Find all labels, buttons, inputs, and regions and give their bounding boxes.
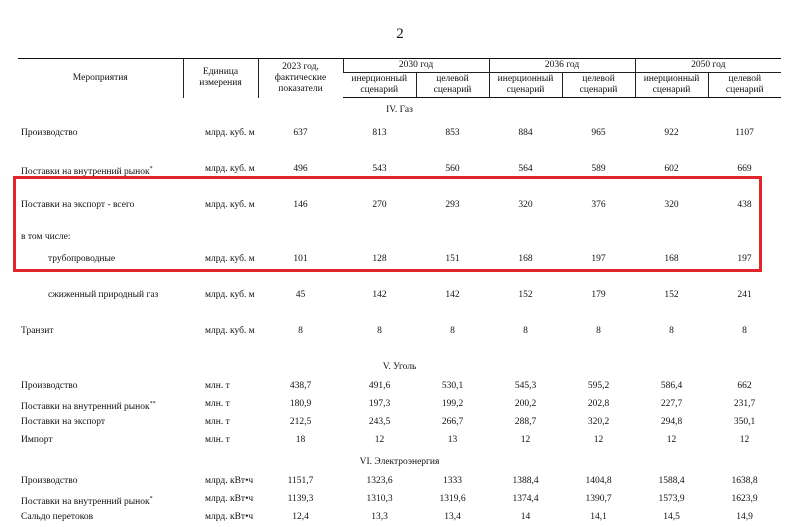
value-cell: 197,3 <box>343 396 416 414</box>
value-cell: 1151,7 <box>258 473 343 491</box>
row-label-including: в том числе: <box>18 229 183 247</box>
value-cell: 602 <box>635 157 708 193</box>
value-cell: 320 <box>635 193 708 229</box>
row-label <box>18 121 183 157</box>
value-cell: 595,2 <box>562 378 635 396</box>
value-cell: 438,7 <box>258 378 343 396</box>
unit-cell: млрд. кВт•ч <box>183 509 258 527</box>
page-number: 2 <box>0 26 800 43</box>
value-cell: 152 <box>635 283 708 319</box>
unit-cell: млрд. куб. м <box>183 157 258 193</box>
value-cell: 1388,4 <box>489 473 562 491</box>
row-label-text: Поставки на экспорт - всего <box>21 200 134 210</box>
value-cell: 1319,6 <box>416 491 489 509</box>
row-label <box>18 396 183 414</box>
unit-cell: млрд. кВт•ч <box>183 491 258 509</box>
value-cell: 1333 <box>416 473 489 491</box>
value-cell: 589 <box>562 157 635 193</box>
value-cell: 8 <box>258 319 343 355</box>
unit-cell: млн. т <box>183 414 258 432</box>
value-cell: 543 <box>343 157 416 193</box>
header-scenario-inertial: инерционный сценарий <box>343 73 416 98</box>
unit-cell: млрд. куб. м <box>183 283 258 319</box>
footnote-mark: ** <box>150 401 156 407</box>
value-cell: 45 <box>258 283 343 319</box>
value-cell: 8 <box>708 319 781 355</box>
value-cell: 14 <box>489 509 562 527</box>
value-cell: 1107 <box>708 121 781 157</box>
value-cell: 12,4 <box>258 509 343 527</box>
value-cell: 243,5 <box>343 414 416 432</box>
table-row <box>18 509 781 527</box>
value-cell: 586,4 <box>635 378 708 396</box>
value-cell: 1588,4 <box>635 473 708 491</box>
value-cell: 813 <box>343 121 416 157</box>
value-cell: 146 <box>258 193 343 229</box>
value-cell: 270 <box>343 193 416 229</box>
value-cell: 8 <box>416 319 489 355</box>
value-cell: 142 <box>416 283 489 319</box>
forecast-table <box>18 58 781 527</box>
section-title-gas: IV. Газ <box>18 98 781 122</box>
row-label-text: Поставки на внутренний рынок <box>21 402 150 412</box>
value-cell: 1390,7 <box>562 491 635 509</box>
row-label <box>18 378 183 396</box>
header-scenario-inertial: инерционный сценарий <box>489 73 562 98</box>
value-cell: 199,2 <box>416 396 489 414</box>
value-cell: 14,9 <box>708 509 781 527</box>
unit-cell: млрд. кВт•ч <box>183 473 258 491</box>
table-row <box>18 121 781 157</box>
value-cell: 294,8 <box>635 414 708 432</box>
row-label-text: Поставки на внутренний рынок <box>21 167 150 177</box>
value-cell: 12 <box>489 432 562 450</box>
unit-cell: млн. т <box>183 432 258 450</box>
value-cell: 128 <box>343 247 416 283</box>
table-row <box>18 414 781 432</box>
row-label-text: Импорт <box>21 435 52 445</box>
value-cell: 12 <box>635 432 708 450</box>
value-cell: 288,7 <box>489 414 562 432</box>
value-cell: 8 <box>343 319 416 355</box>
header-year-2030: 2030 год <box>343 59 489 73</box>
value-cell: 13,3 <box>343 509 416 527</box>
value-cell: 227,7 <box>635 396 708 414</box>
row-label <box>18 319 183 355</box>
value-cell: 545,3 <box>489 378 562 396</box>
value-cell: 1323,6 <box>343 473 416 491</box>
unit-cell: млрд. куб. м <box>183 319 258 355</box>
table-body <box>18 98 781 527</box>
value-cell: 13,4 <box>416 509 489 527</box>
row-label <box>18 414 183 432</box>
value-cell: 8 <box>489 319 562 355</box>
value-cell: 438 <box>708 193 781 229</box>
footnote-mark: * <box>150 496 153 502</box>
table-row <box>18 319 781 355</box>
value-cell: 266,7 <box>416 414 489 432</box>
header-scenario-inertial: инерционный сценарий <box>635 73 708 98</box>
header-2023: 2023 год, фактические показатели <box>258 59 343 98</box>
value-cell: 212,5 <box>258 414 343 432</box>
value-cell: 637 <box>258 121 343 157</box>
value-cell: 12 <box>708 432 781 450</box>
value-cell: 1404,8 <box>562 473 635 491</box>
value-cell: 202,8 <box>562 396 635 414</box>
value-cell: 669 <box>708 157 781 193</box>
row-label-text: Производство <box>21 128 77 138</box>
row-label-text: трубопроводные <box>48 254 115 264</box>
unit-cell: млрд. куб. м <box>183 247 258 283</box>
value-cell: 142 <box>343 283 416 319</box>
value-cell: 200,2 <box>489 396 562 414</box>
header-year-2050: 2050 год <box>635 59 781 73</box>
value-cell: 151 <box>416 247 489 283</box>
value-cell: 152 <box>489 283 562 319</box>
row-label-text: Производство <box>21 381 77 391</box>
value-cell: 1573,9 <box>635 491 708 509</box>
value-cell: 8 <box>635 319 708 355</box>
value-cell: 376 <box>562 193 635 229</box>
unit-cell: млрд. куб. м <box>183 121 258 157</box>
value-cell: 12 <box>562 432 635 450</box>
value-cell: 1638,8 <box>708 473 781 491</box>
value-cell: 965 <box>562 121 635 157</box>
value-cell: 197 <box>562 247 635 283</box>
table-row <box>18 283 781 319</box>
value-cell: 496 <box>258 157 343 193</box>
row-label-text: сжиженный природный газ <box>48 290 158 300</box>
value-cell: 180,9 <box>258 396 343 414</box>
value-cell: 293 <box>416 193 489 229</box>
value-cell: 13 <box>416 432 489 450</box>
row-label-text: Поставки на экспорт <box>21 417 105 427</box>
value-cell: 168 <box>489 247 562 283</box>
row-label-text: Транзит <box>21 326 53 336</box>
table-header <box>18 59 781 98</box>
highlight-frame <box>13 176 762 272</box>
row-label <box>18 283 183 319</box>
row-label <box>18 509 183 527</box>
table-row <box>18 378 781 396</box>
header-unit: Единица измерения <box>183 59 258 98</box>
value-cell: 320,2 <box>562 414 635 432</box>
header-scenario-target: целевой сценарий <box>562 73 635 98</box>
value-cell: 1623,9 <box>708 491 781 509</box>
value-cell: 1139,3 <box>258 491 343 509</box>
unit-cell: млн. т <box>183 396 258 414</box>
value-cell: 18 <box>258 432 343 450</box>
table-row <box>18 473 781 491</box>
value-cell: 231,7 <box>708 396 781 414</box>
value-cell: 197 <box>708 247 781 283</box>
unit-cell: млрд. куб. м <box>183 193 258 229</box>
unit-cell: млн. т <box>183 378 258 396</box>
table-row <box>18 432 781 450</box>
section-title-power: VI. Электроэнергия <box>18 450 781 473</box>
value-cell: 179 <box>562 283 635 319</box>
value-cell: 14,5 <box>635 509 708 527</box>
header-scenario-target: целевой сценарий <box>708 73 781 98</box>
section-title-coal: V. Уголь <box>18 355 781 378</box>
value-cell: 320 <box>489 193 562 229</box>
footnote-mark: * <box>150 166 153 172</box>
value-cell: 560 <box>416 157 489 193</box>
value-cell: 662 <box>708 378 781 396</box>
value-cell: 922 <box>635 121 708 157</box>
header-scenario-target: целевой сценарий <box>416 73 489 98</box>
value-cell: 241 <box>708 283 781 319</box>
row-label-text: Производство <box>21 476 77 486</box>
value-cell: 168 <box>635 247 708 283</box>
header-event: Мероприятия <box>18 59 183 98</box>
value-cell: 530,1 <box>416 378 489 396</box>
value-cell: 491,6 <box>343 378 416 396</box>
value-cell: 101 <box>258 247 343 283</box>
value-cell: 853 <box>416 121 489 157</box>
value-cell: 564 <box>489 157 562 193</box>
value-cell: 884 <box>489 121 562 157</box>
row-label <box>18 432 183 450</box>
row-label-text: Сальдо перетоков <box>21 512 93 522</box>
value-cell: 1374,4 <box>489 491 562 509</box>
header-year-2036: 2036 год <box>489 59 635 73</box>
table-row <box>18 491 781 509</box>
value-cell: 14,1 <box>562 509 635 527</box>
table-row <box>18 396 781 414</box>
row-label <box>18 491 183 509</box>
value-cell: 350,1 <box>708 414 781 432</box>
value-cell: 8 <box>562 319 635 355</box>
value-cell: 12 <box>343 432 416 450</box>
row-label-text: Поставки на внутренний рынок <box>21 497 150 507</box>
row-label <box>18 473 183 491</box>
value-cell: 1310,3 <box>343 491 416 509</box>
